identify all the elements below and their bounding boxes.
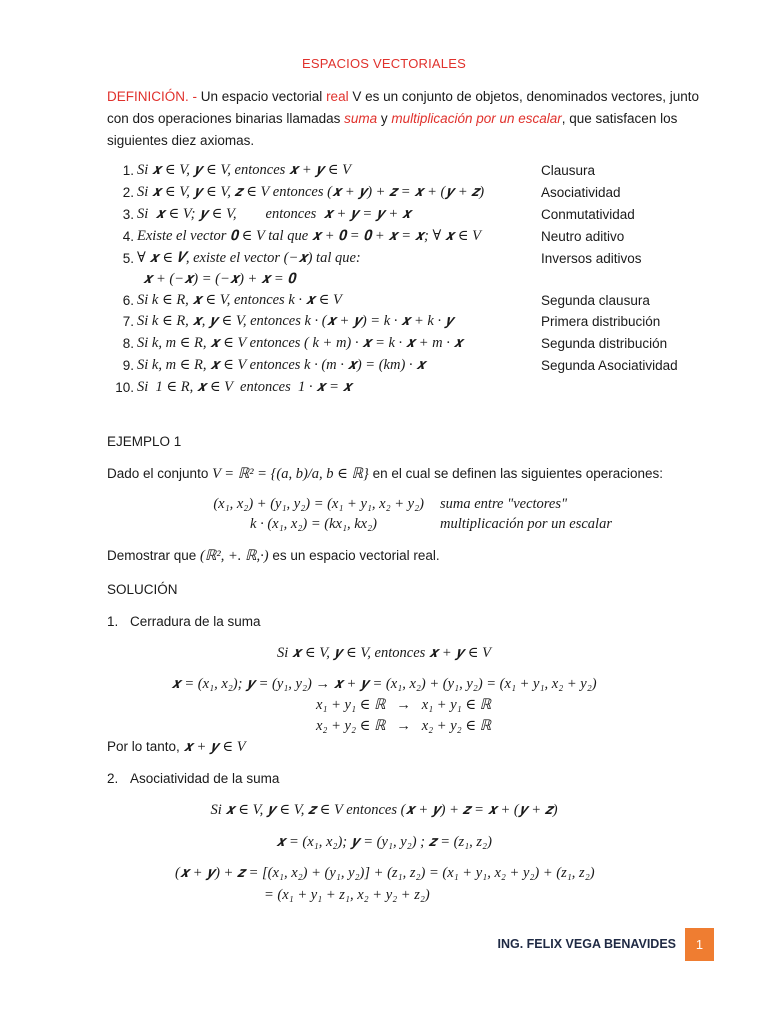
- solution-step-2-statement: Si 𝒙 ∈ V, 𝒚 ∈ V, 𝒛 ∈ V entonces (𝒙 + 𝒚) + 𝒛 = 𝒙 + (𝒚 + 𝒛): [210, 802, 558, 818]
- axiom-name: Conmutatividad: [541, 207, 635, 222]
- axiom-formula-line-2: 𝒙 + (−𝒙) = (−𝒙) + 𝒙 = 𝟎: [143, 271, 296, 287]
- solution-step-1-number: 1.: [107, 614, 119, 629]
- axiom-number: 8.: [122, 336, 134, 351]
- axiom-number: 10.: [115, 380, 134, 395]
- solution-step-1-component-2: x₂ + y₂ ∈ ℝ → x₂ + y₂ ∈ ℝ: [316, 718, 492, 734]
- example-operation-sum-desc: suma entre "vectores": [440, 496, 568, 512]
- example-prove: [107, 548, 440, 565]
- example-given-text-1: Dado el conjunto: [107, 466, 213, 481]
- example-prove-math: (ℝ², +. ℝ,·): [200, 548, 269, 564]
- example-prove-text-2: es un espacio vectorial real.: [268, 548, 440, 563]
- axiom-formula: Si k, m ∈ R, 𝒙 ∈ V entonces ( k + m) · 𝒙 = k · 𝒙 + m · 𝒙: [137, 335, 463, 351]
- footer-author: ING. FELIX VEGA BENAVIDES: [497, 937, 676, 951]
- solution-step-1-derivation: 𝒙 = (x₁, x₂); 𝒚 = (y₁, y₂) → 𝒙 + 𝒚 = (x₁, x₂) + (y₁, y₂) = (x₁ + y₁, x₂ + y₂): [171, 676, 597, 692]
- example-heading: EJEMPLO 1: [107, 434, 182, 449]
- axiom-formula: Si k, m ∈ R, 𝒙 ∈ V entonces k · (m · 𝒙) = (km) · 𝒙: [137, 357, 426, 373]
- solution-step-1-statement: Si 𝒙 ∈ V, 𝒚 ∈ V, entonces 𝒙 + 𝒚 ∈ V: [277, 645, 491, 661]
- axiom-name: Segunda clausura: [541, 293, 650, 308]
- definition-text-2: V es un conjunto de objetos, denominados vectores, junto con dos operaciones binarias llamadas: [107, 89, 700, 126]
- axiom-number: 6.: [122, 293, 134, 308]
- page-number: 1: [685, 928, 714, 961]
- solution-step-2-number: 2.: [107, 771, 119, 786]
- axiom-formula: Si 1 ∈ R, 𝒙 ∈ V entonces 1 · 𝒙 = 𝒙: [137, 379, 352, 395]
- axiom-name: Inversos aditivos: [541, 251, 642, 266]
- example-given-set: V = ℝ² = {(a, b)/a, b ∈ ℝ}: [212, 466, 369, 482]
- document-title: ESPACIOS VECTORIALES: [302, 56, 466, 71]
- axiom-number: 1.: [122, 163, 134, 178]
- axiom-number: 5.: [122, 251, 134, 266]
- definition-text-4: , que satisfacen los siguientes diez axiomas.: [107, 111, 678, 148]
- axiom-name: Segunda distribución: [541, 336, 668, 351]
- example-given-text-2: en el cual se definen las siguientes operaciones:: [368, 466, 664, 481]
- axiom-formula: Si k ∈ R, 𝒙, 𝒚 ∈ V, entonces k · (𝒙 + 𝒚) = k · 𝒙 + k · 𝒚: [137, 313, 454, 329]
- solution-step-2-result: = (x₁ + y₁ + z₁, x₂ + y₂ + z₂): [264, 887, 430, 903]
- example-operation-scalar-desc: multiplicación por un escalar: [440, 516, 612, 532]
- solution-step-2-title: Asociatividad de la suma: [130, 771, 280, 786]
- definition-text-3: y: [377, 111, 392, 126]
- definition-label: DEFINICIÓN. -: [107, 89, 197, 104]
- axiom-formula: Si k ∈ R, 𝒙 ∈ V, entonces k · 𝒙 ∈ V: [137, 292, 342, 308]
- example-operation-sum: (x₁, x₂) + (y₁, y₂) = (x₁ + y₁, x₂ + y₂): [213, 496, 424, 512]
- axiom-name: Clausura: [541, 163, 596, 178]
- definition-mult: multiplicación por un escalar: [391, 111, 562, 126]
- axiom-number: 9.: [122, 358, 134, 373]
- example-operation-scalar: k · (x₁, x₂) = (kx₁, kx₂): [250, 516, 377, 532]
- solution-step-1-conclusion: [107, 739, 246, 756]
- axiom-formula: ∀ 𝒙 ∈ 𝑽, existe el vector (−𝒙) tal que:: [137, 250, 361, 266]
- axiom-formula: Si 𝒙 ∈ V, 𝒚 ∈ V, 𝒛 ∈ V entonces (𝒙 + 𝒚) + 𝒛 = 𝒙 + (𝒚 + 𝒛): [137, 184, 485, 200]
- axiom-number: 3.: [122, 207, 134, 222]
- solution-step-1-conclusion-text: Por lo tanto,: [107, 739, 184, 754]
- axiom-number: 7.: [122, 314, 134, 329]
- solution-heading: SOLUCIÓN: [107, 582, 178, 597]
- solution-step-1-title: Cerradura de la suma: [130, 614, 261, 629]
- axiom-formula: Existe el vector 𝟎 ∈ V tal que 𝒙 + 𝟎 = 𝟎 + 𝒙 = 𝒙; ∀ 𝒙 ∈ V: [137, 228, 481, 244]
- axiom-name: Asociatividad: [541, 185, 621, 200]
- definition-paragraph: [107, 86, 717, 152]
- solution-step-1-component-1: x₁ + y₁ ∈ ℝ → x₁ + y₁ ∈ ℝ: [316, 697, 492, 713]
- axiom-name: Neutro aditivo: [541, 229, 625, 244]
- axiom-name: Primera distribución: [541, 314, 661, 329]
- example-given: [107, 466, 663, 483]
- example-prove-text-1: Demostrar que: [107, 548, 201, 563]
- axiom-name: Segunda Asociatividad: [541, 358, 678, 373]
- definition-real: real: [326, 89, 349, 104]
- axiom-formula: Si 𝒙 ∈ V, 𝒚 ∈ V, entonces 𝒙 + 𝒚 ∈ V: [137, 162, 351, 178]
- axiom-number: 2.: [122, 185, 134, 200]
- definition-suma: suma: [344, 111, 378, 126]
- solution-step-2-derivation: (𝒙 + 𝒚) + 𝒛 = [(x₁, x₂) + (y₁, y₂)] + (z₁, z₂) = (x₁ + y₁, x₂ + y₂) + (z₁, z₂): [175, 865, 595, 881]
- axiom-number: 4.: [122, 229, 134, 244]
- definition-text-1: Un espacio vectorial: [197, 89, 327, 104]
- solution-step-2-definitions: 𝒙 = (x₁, x₂); 𝒚 = (y₁, y₂) ; 𝒛 = (z₁, z₂): [276, 834, 492, 850]
- axiom-formula: Si 𝒙 ∈ V; 𝒚 ∈ V, entonces 𝒙 + 𝒚 = 𝒚 + 𝒙: [137, 206, 412, 222]
- solution-step-1-conclusion-math: 𝒙 + 𝒚 ∈ V: [183, 739, 246, 755]
